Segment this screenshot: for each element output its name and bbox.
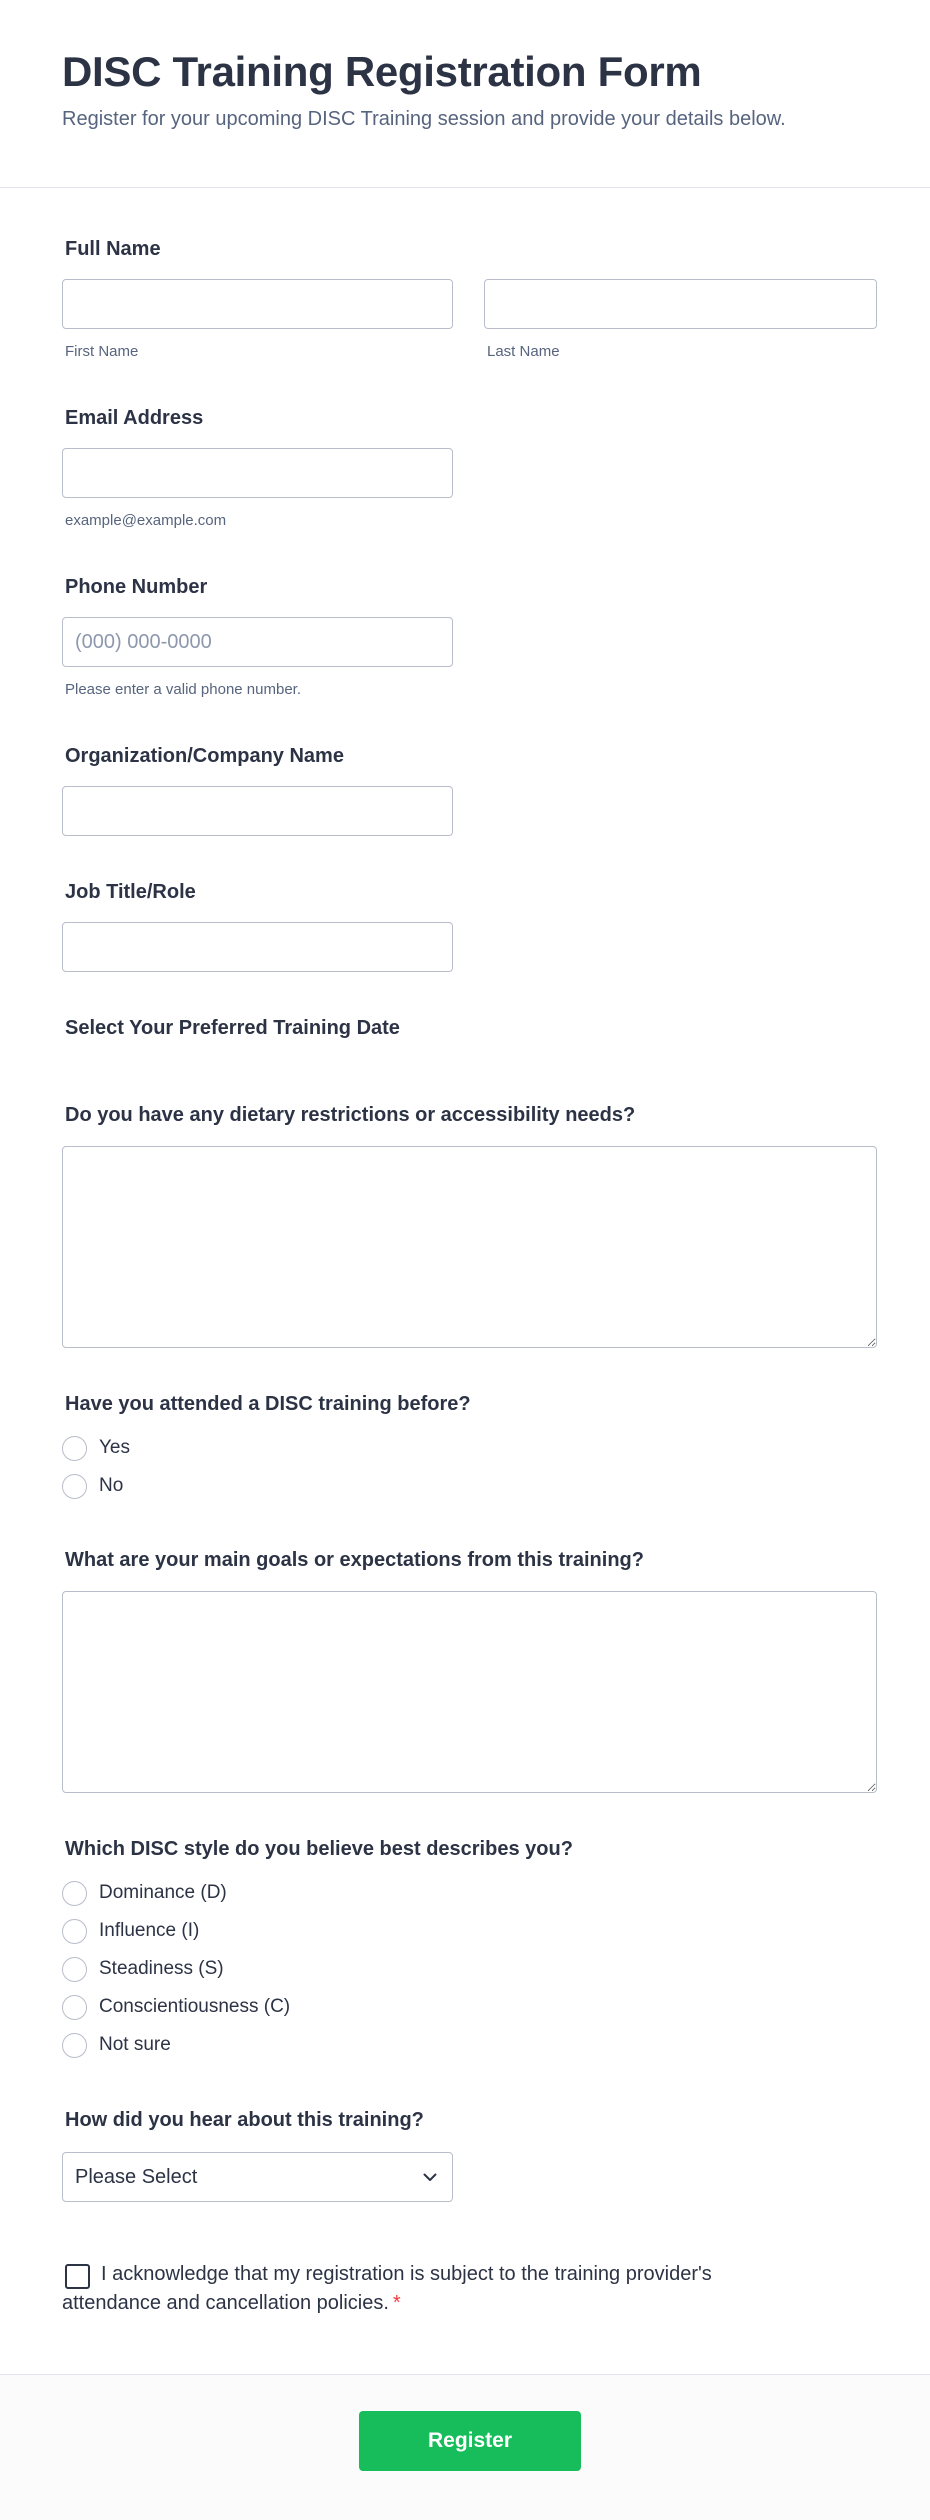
full-name-label: Full Name xyxy=(65,238,161,260)
last-name-sublabel: Last Name xyxy=(487,343,560,360)
radio-button[interactable] xyxy=(62,1919,87,1944)
chevron-down-icon xyxy=(420,2167,440,2187)
required-asterisk: * xyxy=(392,2292,401,2314)
email-input[interactable] xyxy=(62,448,453,498)
email-sublabel: example@example.com xyxy=(65,512,227,529)
first-name-sublabel: First Name xyxy=(65,343,139,360)
disc-steadiness-option[interactable] xyxy=(62,1954,224,1984)
last-name-input[interactable] xyxy=(484,279,877,329)
dietary-label: Do you have any dietary restrictions or accessibility needs? xyxy=(65,1104,636,1126)
attended-no-option[interactable] xyxy=(62,1471,123,1501)
attended-before-label: Have you attended a DISC training before? xyxy=(65,1393,471,1415)
radio-label: Not sure xyxy=(99,2034,171,2055)
job-title-input[interactable] xyxy=(62,922,453,972)
first-name-input[interactable] xyxy=(62,279,453,329)
acknowledge-text-line1: I acknowledge that my registration is subject to the training provider's xyxy=(101,2263,712,2285)
radio-button[interactable] xyxy=(62,1436,87,1461)
radio-button[interactable] xyxy=(62,1995,87,2020)
phone-label: Phone Number xyxy=(65,576,208,598)
disc-style-label: Which DISC style do you believe best describes you? xyxy=(65,1838,573,1860)
attended-yes-option[interactable] xyxy=(62,1433,130,1463)
form-title: DISC Training Registration Form xyxy=(62,48,702,95)
heard-about-label: How did you hear about this training? xyxy=(65,2109,424,2131)
radio-button[interactable] xyxy=(62,1957,87,1982)
goals-label: What are your main goals or expectations from this training? xyxy=(65,1549,644,1571)
acknowledge-text-line2 xyxy=(62,2292,401,2315)
job-title-label: Job Title/Role xyxy=(65,881,196,903)
heard-about-select[interactable] xyxy=(62,2152,453,2202)
acknowledge-checkbox[interactable] xyxy=(65,2264,90,2289)
radio-label: Influence (I) xyxy=(99,1920,200,1941)
goals-textarea[interactable] xyxy=(62,1591,877,1793)
training-date-label: Select Your Preferred Training Date xyxy=(65,1017,400,1039)
disc-dominance-option[interactable] xyxy=(62,1878,227,1908)
phone-sublabel: Please enter a valid phone number. xyxy=(65,681,301,698)
select-value: Please Select xyxy=(75,2165,198,2188)
dietary-textarea[interactable] xyxy=(62,1146,877,1348)
organization-label: Organization/Company Name xyxy=(65,745,344,767)
radio-label: Yes xyxy=(99,1437,130,1458)
radio-button[interactable] xyxy=(62,1881,87,1906)
disc-conscientiousness-option[interactable] xyxy=(62,1992,290,2022)
email-label: Email Address xyxy=(65,407,204,429)
phone-input[interactable] xyxy=(62,617,453,667)
radio-button[interactable] xyxy=(62,1474,87,1499)
form-header xyxy=(0,0,930,188)
radio-label: Steadiness (S) xyxy=(99,1958,224,1979)
form-subtitle: Register for your upcoming DISC Training session and provide your details below. xyxy=(62,108,786,130)
disc-not-sure-option[interactable] xyxy=(62,2030,171,2060)
radio-label: Dominance (D) xyxy=(99,1882,227,1903)
disc-influence-option[interactable] xyxy=(62,1916,199,1946)
register-button[interactable]: Register xyxy=(359,2411,581,2471)
acknowledge-text: attendance and cancellation policies. xyxy=(62,2292,389,2314)
organization-input[interactable] xyxy=(62,786,453,836)
radio-label: No xyxy=(99,1475,124,1496)
radio-label: Conscientiousness (C) xyxy=(99,1996,291,2017)
radio-button[interactable] xyxy=(62,2033,87,2058)
